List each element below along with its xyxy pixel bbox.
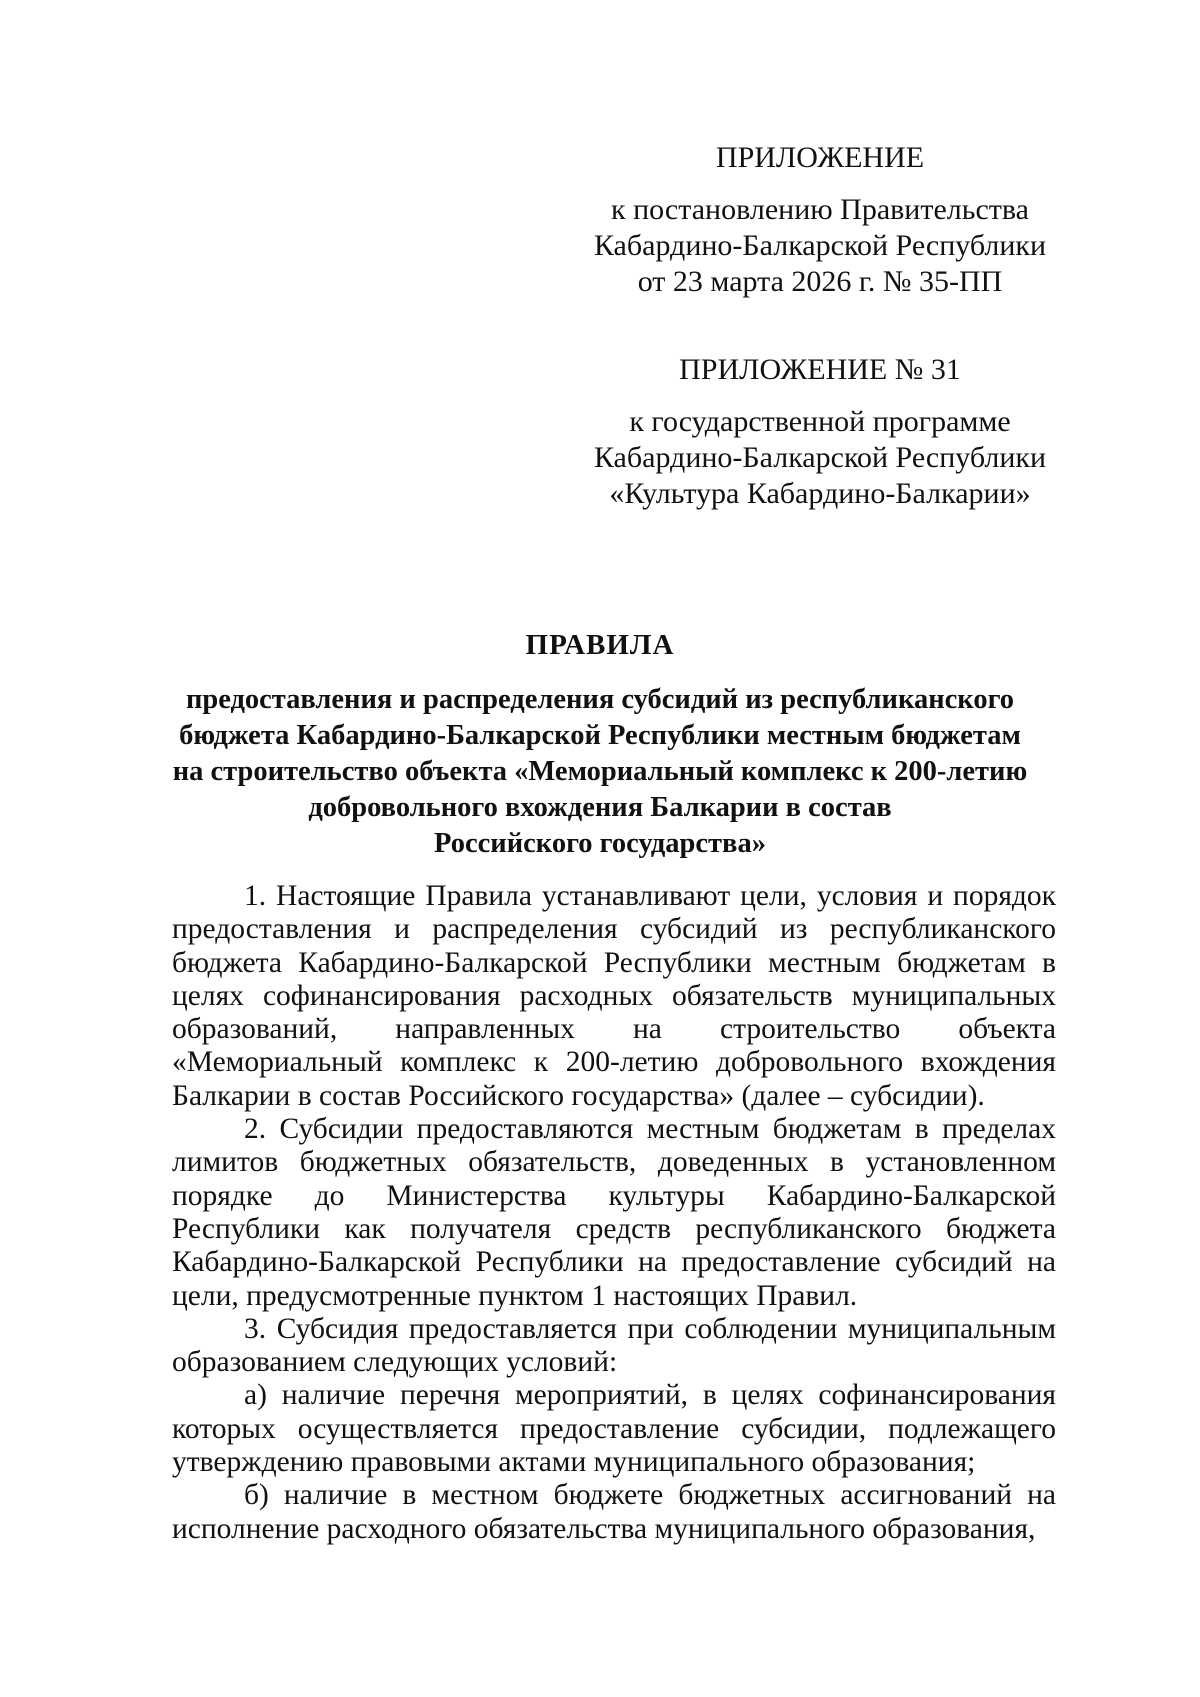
appendix-header-program xyxy=(560,352,1080,512)
subtitle-line: на строительство объекта «Мемориальный комплекс к 200-летию xyxy=(172,756,1028,787)
subtitle-line: Российского государства» xyxy=(434,828,766,859)
document-subtitle xyxy=(160,682,1040,862)
paragraph-1: 1. Настоящие Правила устанавливают цели, условия и порядок предоставления и распределения субсидий из республиканского бюджета Кабардино-Балкарской Республики местным бюджетам в целях софинансирования расходных обязательств муниципальных образований, направленных на строительство объекта «Мемориальный комплекс к 200-летию добровольного вхождения Балкарии в состав Российского государства» (далее – субсидии). xyxy=(172,880,1056,1112)
document-title: ПРАВИЛА xyxy=(525,629,675,661)
appendix-line: Кабардино-Балкарской Республики xyxy=(593,229,1047,262)
appendix-line: «Культура Кабардино-Балкарии» xyxy=(609,477,1031,510)
subtitle-line: бюджета Кабардино-Балкарской Республики местным бюджетам xyxy=(179,720,1021,751)
appendix-line: к государственной программе xyxy=(629,405,1011,438)
paragraph-3b: б) наличие в местном бюджете бюджетных ассигнований на исполнение расходного обязательства муниципального образования, xyxy=(172,1479,1056,1545)
appendix-heading: ПРИЛОЖЕНИЕ xyxy=(715,141,925,174)
document-body xyxy=(172,880,1056,1546)
subtitle-line: предоставления и распределения субсидий из республиканского xyxy=(185,684,1015,715)
appendix-line: от 23 марта 2026 г. № 35-ПП xyxy=(637,265,1003,298)
appendix-heading: ПРИЛОЖЕНИЕ № 31 xyxy=(679,353,961,386)
paragraph-2: 2. Субсидии предоставляются местным бюджетам в пределах лимитов бюджетных обязательств, доведенных в установленном порядке до Министерства культуры Кабардино-Балкарской Республики как получателя средств республиканского бюджета Кабардино-Балкарской Республики на предоставление субсидий на цели, предусмотренные пунктом 1 настоящих Правил. xyxy=(172,1113,1056,1312)
paragraph-3: 3. Субсидия предоставляется при соблюдении муниципальным образованием следующих условий: xyxy=(172,1312,1056,1379)
appendix-line: к постановлению Правительства xyxy=(611,193,1029,226)
appendix-header-resolution xyxy=(560,140,1080,300)
subtitle-line: добровольного вхождения Балкарии в состав xyxy=(308,792,892,823)
paragraph-3a: а) наличие перечня мероприятий, в целях софинансирования которых осуществляется предоставление субсидии, подлежащего утверждению правовыми актами муниципального образования; xyxy=(172,1379,1056,1479)
appendix-line: Кабардино-Балкарской Республики xyxy=(593,441,1047,474)
